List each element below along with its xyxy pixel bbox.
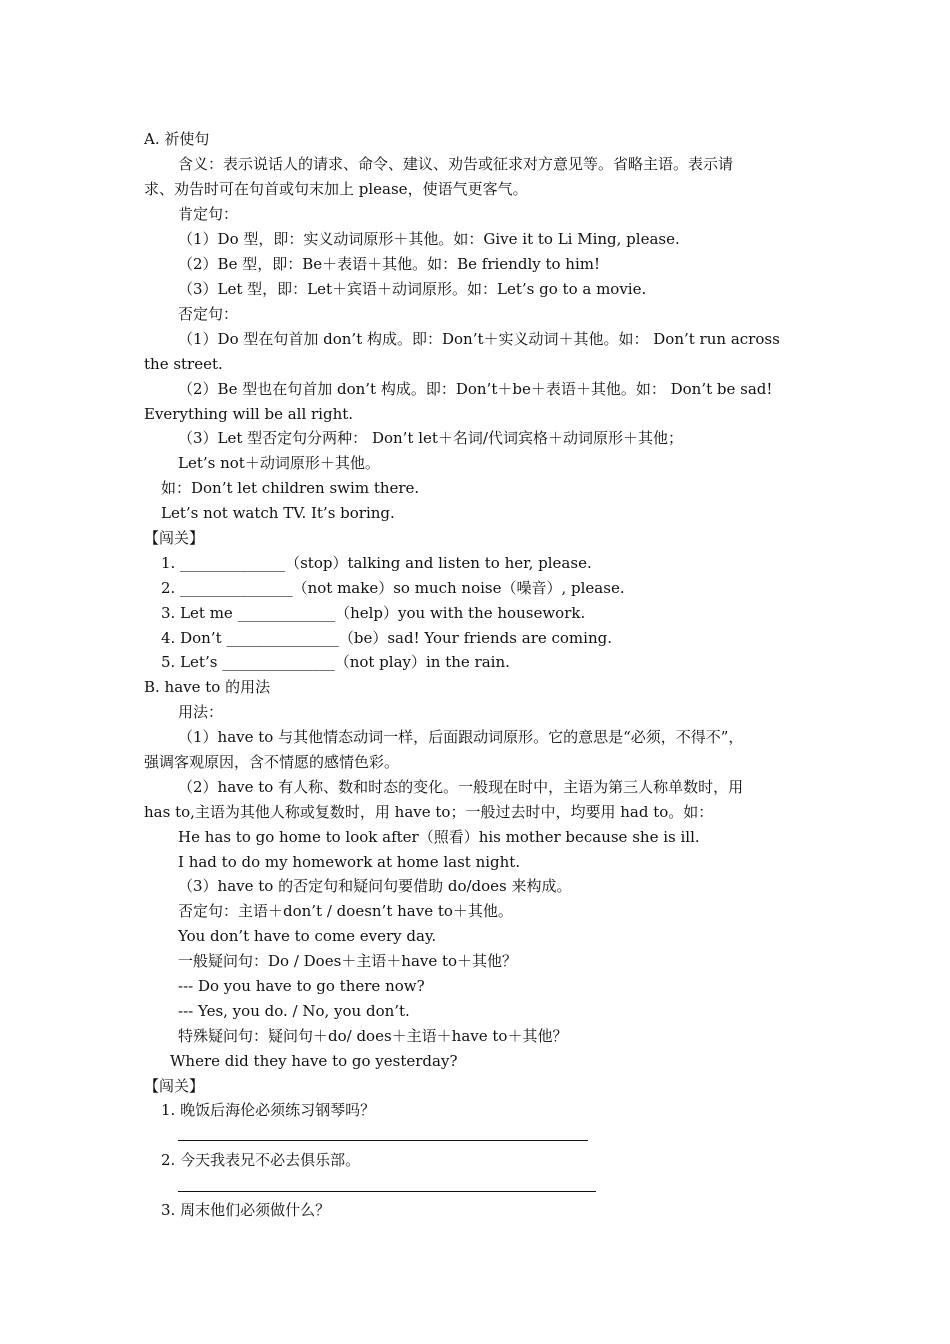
negative-rule-1-line-1: （1）Do 型在句首加 don’t 构成。即：Don’t＋实义动词＋其他。如： Don’t run across: [178, 330, 780, 348]
usage-3: （3）have to 的否定句和疑问句要借助 do/does 来构成。: [178, 877, 572, 895]
usage-1-line-1: （1）have to 与其他情态动词一样，后面跟动词原形。它的意思是“必须，不得不”，: [178, 728, 744, 746]
drill-text: （stop）talking and listen to her, please.: [285, 554, 592, 572]
drill-text: （be）sad! Your friends are coming.: [338, 629, 612, 647]
affirmative-rule-1: （1）Do 型，即：实义动词原形＋其他。如：Give it to Li Ming, please.: [178, 230, 680, 248]
definition-line-1: 含义：表示说话人的请求、命令、建议、劝告或征求对方意见等。省略主语。表示请: [178, 155, 734, 173]
usage-title: 用法：: [178, 703, 224, 721]
usage-2-line-2: has to,主语为其他人称或复数时，用 have to；一般过去时中，均要用 had to。如：: [144, 803, 714, 821]
negative-rule-3-line-1: （3）Let 型否定句分两种： Don’t let＋名词/代词宾格＋动词原形＋其他；: [178, 429, 683, 447]
answer-blank[interactable]: ______________: [180, 554, 286, 572]
drill-item: [161, 652, 510, 672]
usage-1-line-2: 强调客观原因，含不情愿的感情色彩。: [144, 753, 400, 771]
negative-rule-1-line-2: the street.: [144, 355, 223, 373]
usage-2-line-1: （2）have to 有人称、数和时态的变化。一般现在时中，主语为第三人称单数时，用: [178, 778, 744, 796]
question-example-1: --- Do you have to go there now?: [178, 977, 425, 995]
definition-line-2: 求、劝告时可在句首或句末加上 please，使语气更客气。: [144, 180, 528, 198]
affirmative-rule-3: （3）Let 型，即：Let＋宾语＋动词原形。如：Let’s go to a movie.: [178, 280, 647, 298]
answer-blank[interactable]: _____________: [237, 604, 336, 622]
special-question-example: Where did they have to go yesterday?: [170, 1052, 458, 1070]
drill-title-a: 【闯关】: [144, 529, 205, 547]
negative-title: 否定句：: [178, 305, 239, 323]
question-form: 一般疑问句：Do / Does＋主语＋have to＋其他？: [178, 952, 518, 970]
affirmative-title: 肯定句：: [178, 205, 239, 223]
translation-item-3: 3. 周末他们必须做什么？: [161, 1201, 331, 1219]
negative-example-1: 如：Don’t let children swim there.: [161, 479, 420, 497]
example-2: I had to do my homework at home last night.: [178, 853, 521, 871]
drill-text: （not play）in the rain.: [334, 653, 510, 671]
drill-prefix: 2.: [161, 579, 181, 597]
special-question-form: 特殊疑问句：疑问句＋do/ does＋主语＋have to＋其他？: [178, 1027, 568, 1045]
drill-item: [161, 578, 625, 598]
section-a-heading: A. 祈使句: [144, 130, 210, 148]
negative-example: You don’t have to come every day.: [178, 927, 437, 945]
drill-text: （not make）so much noise（噪音）, please.: [292, 579, 625, 597]
drill-item: [161, 553, 592, 573]
answer-blank[interactable]: _______________: [226, 629, 339, 647]
section-b-heading: B. have to 的用法: [144, 678, 271, 696]
question-example-2: --- Yes, you do. / No, you don’t.: [178, 1002, 410, 1020]
drill-text: （help）you with the housework.: [335, 604, 586, 622]
answer-line-2[interactable]: [178, 1191, 596, 1192]
answer-blank[interactable]: _______________: [222, 653, 335, 671]
negative-rule-3-line-2: Let’s not＋动词原形＋其他。: [178, 454, 380, 472]
negative-form: 否定句：主语＋don’t / doesn’t have to＋其他。: [178, 902, 513, 920]
drill-prefix: 1.: [161, 554, 181, 572]
answer-line-1[interactable]: [178, 1140, 588, 1141]
translation-item-1: 1. 晚饭后海伦必须练习钢琴吗？: [161, 1101, 376, 1119]
example-1: He has to go home to look after（照看）his mother because she is ill.: [178, 828, 700, 846]
negative-example-2: Let’s not watch TV. It’s boring.: [161, 504, 395, 522]
negative-rule-2-line-2: Everything will be all right.: [144, 405, 354, 423]
drill-title-b: 【闯关】: [144, 1077, 205, 1095]
drill-prefix: 5. Let’s: [161, 653, 223, 671]
drill-prefix: 3. Let me: [161, 604, 238, 622]
negative-rule-2-line-1: （2）Be 型也在句首加 don’t 构成。即：Don’t＋be＋表语＋其他。如： Don’t be sad!: [178, 380, 773, 398]
drill-item: [161, 628, 612, 648]
drill-prefix: 4. Don’t: [161, 629, 227, 647]
affirmative-rule-2: （2）Be 型，即：Be＋表语＋其他。如：Be friendly to him!: [178, 255, 601, 273]
translation-item-2: 2. 今天我表兄不必去俱乐部。: [161, 1151, 361, 1169]
drill-item: [161, 603, 585, 623]
answer-blank[interactable]: _______________: [180, 579, 293, 597]
